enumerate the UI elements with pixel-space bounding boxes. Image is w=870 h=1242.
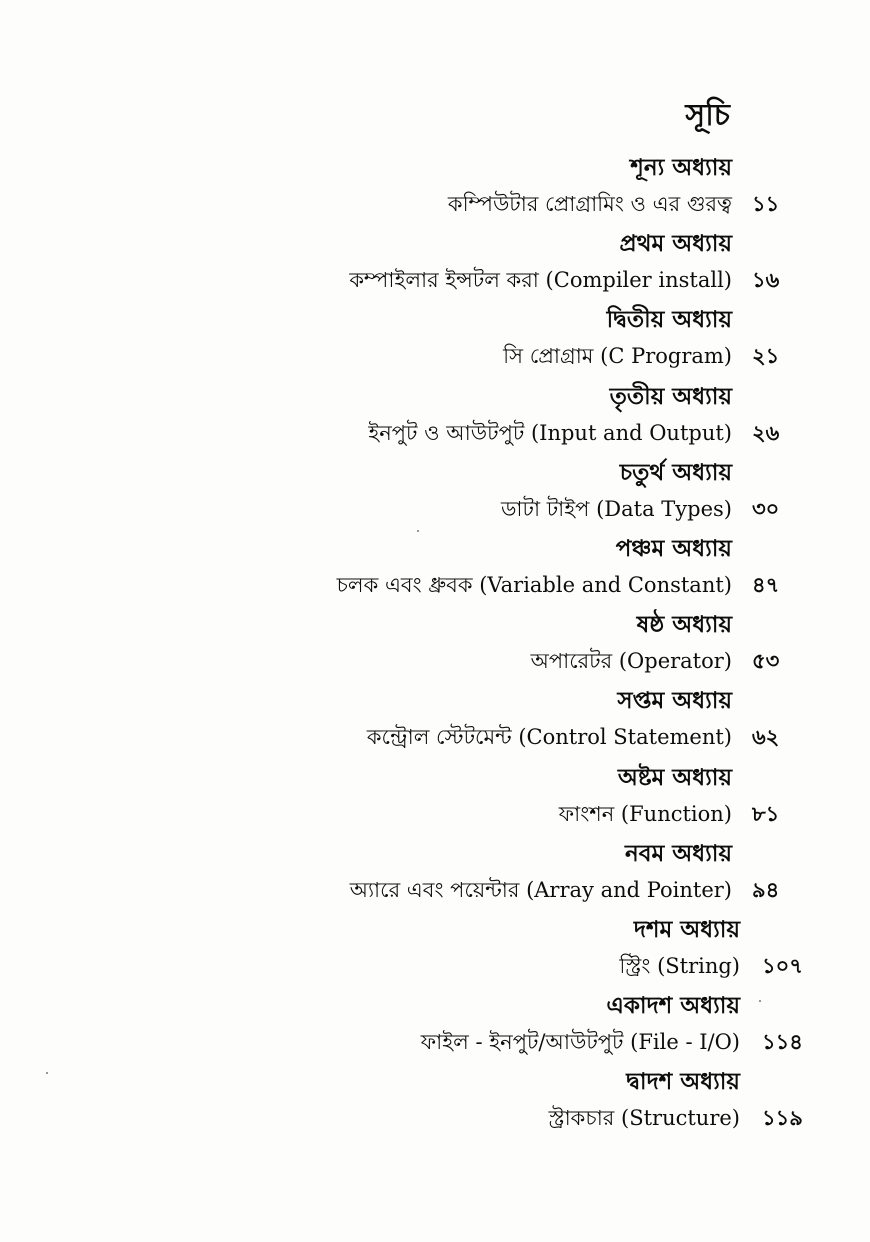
chapter-heading: পঞ্চম অধ্যায় [615,534,732,562]
chapter-title: স্ট্রাকচার (Structure) [548,1106,740,1131]
toc-chapter-12 [0,1064,870,1140]
toc-chapter-5 [0,531,870,607]
chapter-title: ফাংশন (Function) [558,801,732,826]
chapter-page-number: ৫৩ [752,648,780,674]
chapter-page-number: ২১ [752,343,780,369]
chapter-page-number: ৬২ [752,724,780,750]
toc-chapter-0 [0,150,870,226]
toc-chapter-1 [0,226,870,302]
chapter-page-number: ৮১ [752,800,780,826]
chapter-heading: শূন্য অধ্যায় [630,154,732,181]
toc-chapter-7 [0,683,870,759]
scan-speck [417,530,419,532]
chapter-title: কম্পাইলার ইন্সটল করা (Compiler install) [349,268,732,293]
chapter-title: স্ট্রিং (String) [619,953,740,978]
toc-chapter-8 [0,760,870,836]
chapter-title: চলক এবং ধ্রুবক (Variable and Constant) [336,572,732,597]
chapter-page-number: ৩০ [752,495,780,521]
toc-chapter-2 [0,302,870,378]
chapter-heading: একাদশ অধ্যায় [606,992,740,1020]
chapter-title: অপারেটর (Operator) [530,649,732,674]
chapter-heading: দ্বাদশ অধ্যায় [626,1068,740,1096]
chapter-title: ডাটা টাইপ (Data Types) [500,496,732,521]
chapter-heading: তৃতীয় অধ্যায় [609,382,732,410]
chapter-heading: চতুর্থ অধ্যায় [619,458,732,486]
chapter-page-number: ১১৪ [762,1029,803,1055]
scan-speck [46,1072,48,1074]
chapter-title: ইনপুট ও আউটপুট (Input and Output) [368,420,732,445]
toc-list [0,150,870,1140]
chapter-title: ফাইল - ইনপুট/আউটপুট (File - I/O) [420,1030,740,1055]
chapter-page-number: ৪৭ [752,571,780,597]
chapter-heading: নবম অধ্যায় [624,839,732,867]
chapter-heading: প্রথম অধ্যায় [619,230,732,258]
toc-chapter-3 [0,379,870,455]
chapter-title: সি প্রোগ্রাম (C Program) [503,344,732,369]
scan-speck [759,1000,761,1002]
chapter-heading: দশম অধ্যায় [633,915,740,943]
chapter-heading: অষ্টম অধ্যায় [617,763,732,791]
chapter-heading: দ্বিতীয় অধ্যায় [606,306,732,334]
toc-chapter-9 [0,836,870,912]
toc-chapter-11 [0,988,870,1064]
chapter-title: কম্পিউটার প্রোগ্রামিং ও এর গুরত্ব [447,192,732,216]
chapter-heading: সপ্তম অধ্যায় [617,687,732,715]
chapter-title: অ্যারে এবং পয়েন্টার (Array and Pointer) [349,877,732,902]
chapter-page-number: ১১৯ [762,1105,803,1131]
chapter-page-number: ২৬ [752,419,780,445]
chapter-page-number: ১১ [752,191,780,216]
toc-chapter-10 [0,912,870,988]
chapter-page-number: ৯৪ [752,876,780,902]
chapter-heading: ষষ্ঠ অধ্যায় [636,611,732,639]
toc-chapter-4 [0,455,870,531]
toc-chapter-6 [0,607,870,683]
toc-title: সূচি [685,98,730,133]
chapter-page-number: ১০৭ [762,952,803,978]
chapter-page-number: ১৬ [752,267,780,293]
chapter-title: কন্ট্রোল স্টেটমেন্ট (Control Statement) [366,725,732,750]
